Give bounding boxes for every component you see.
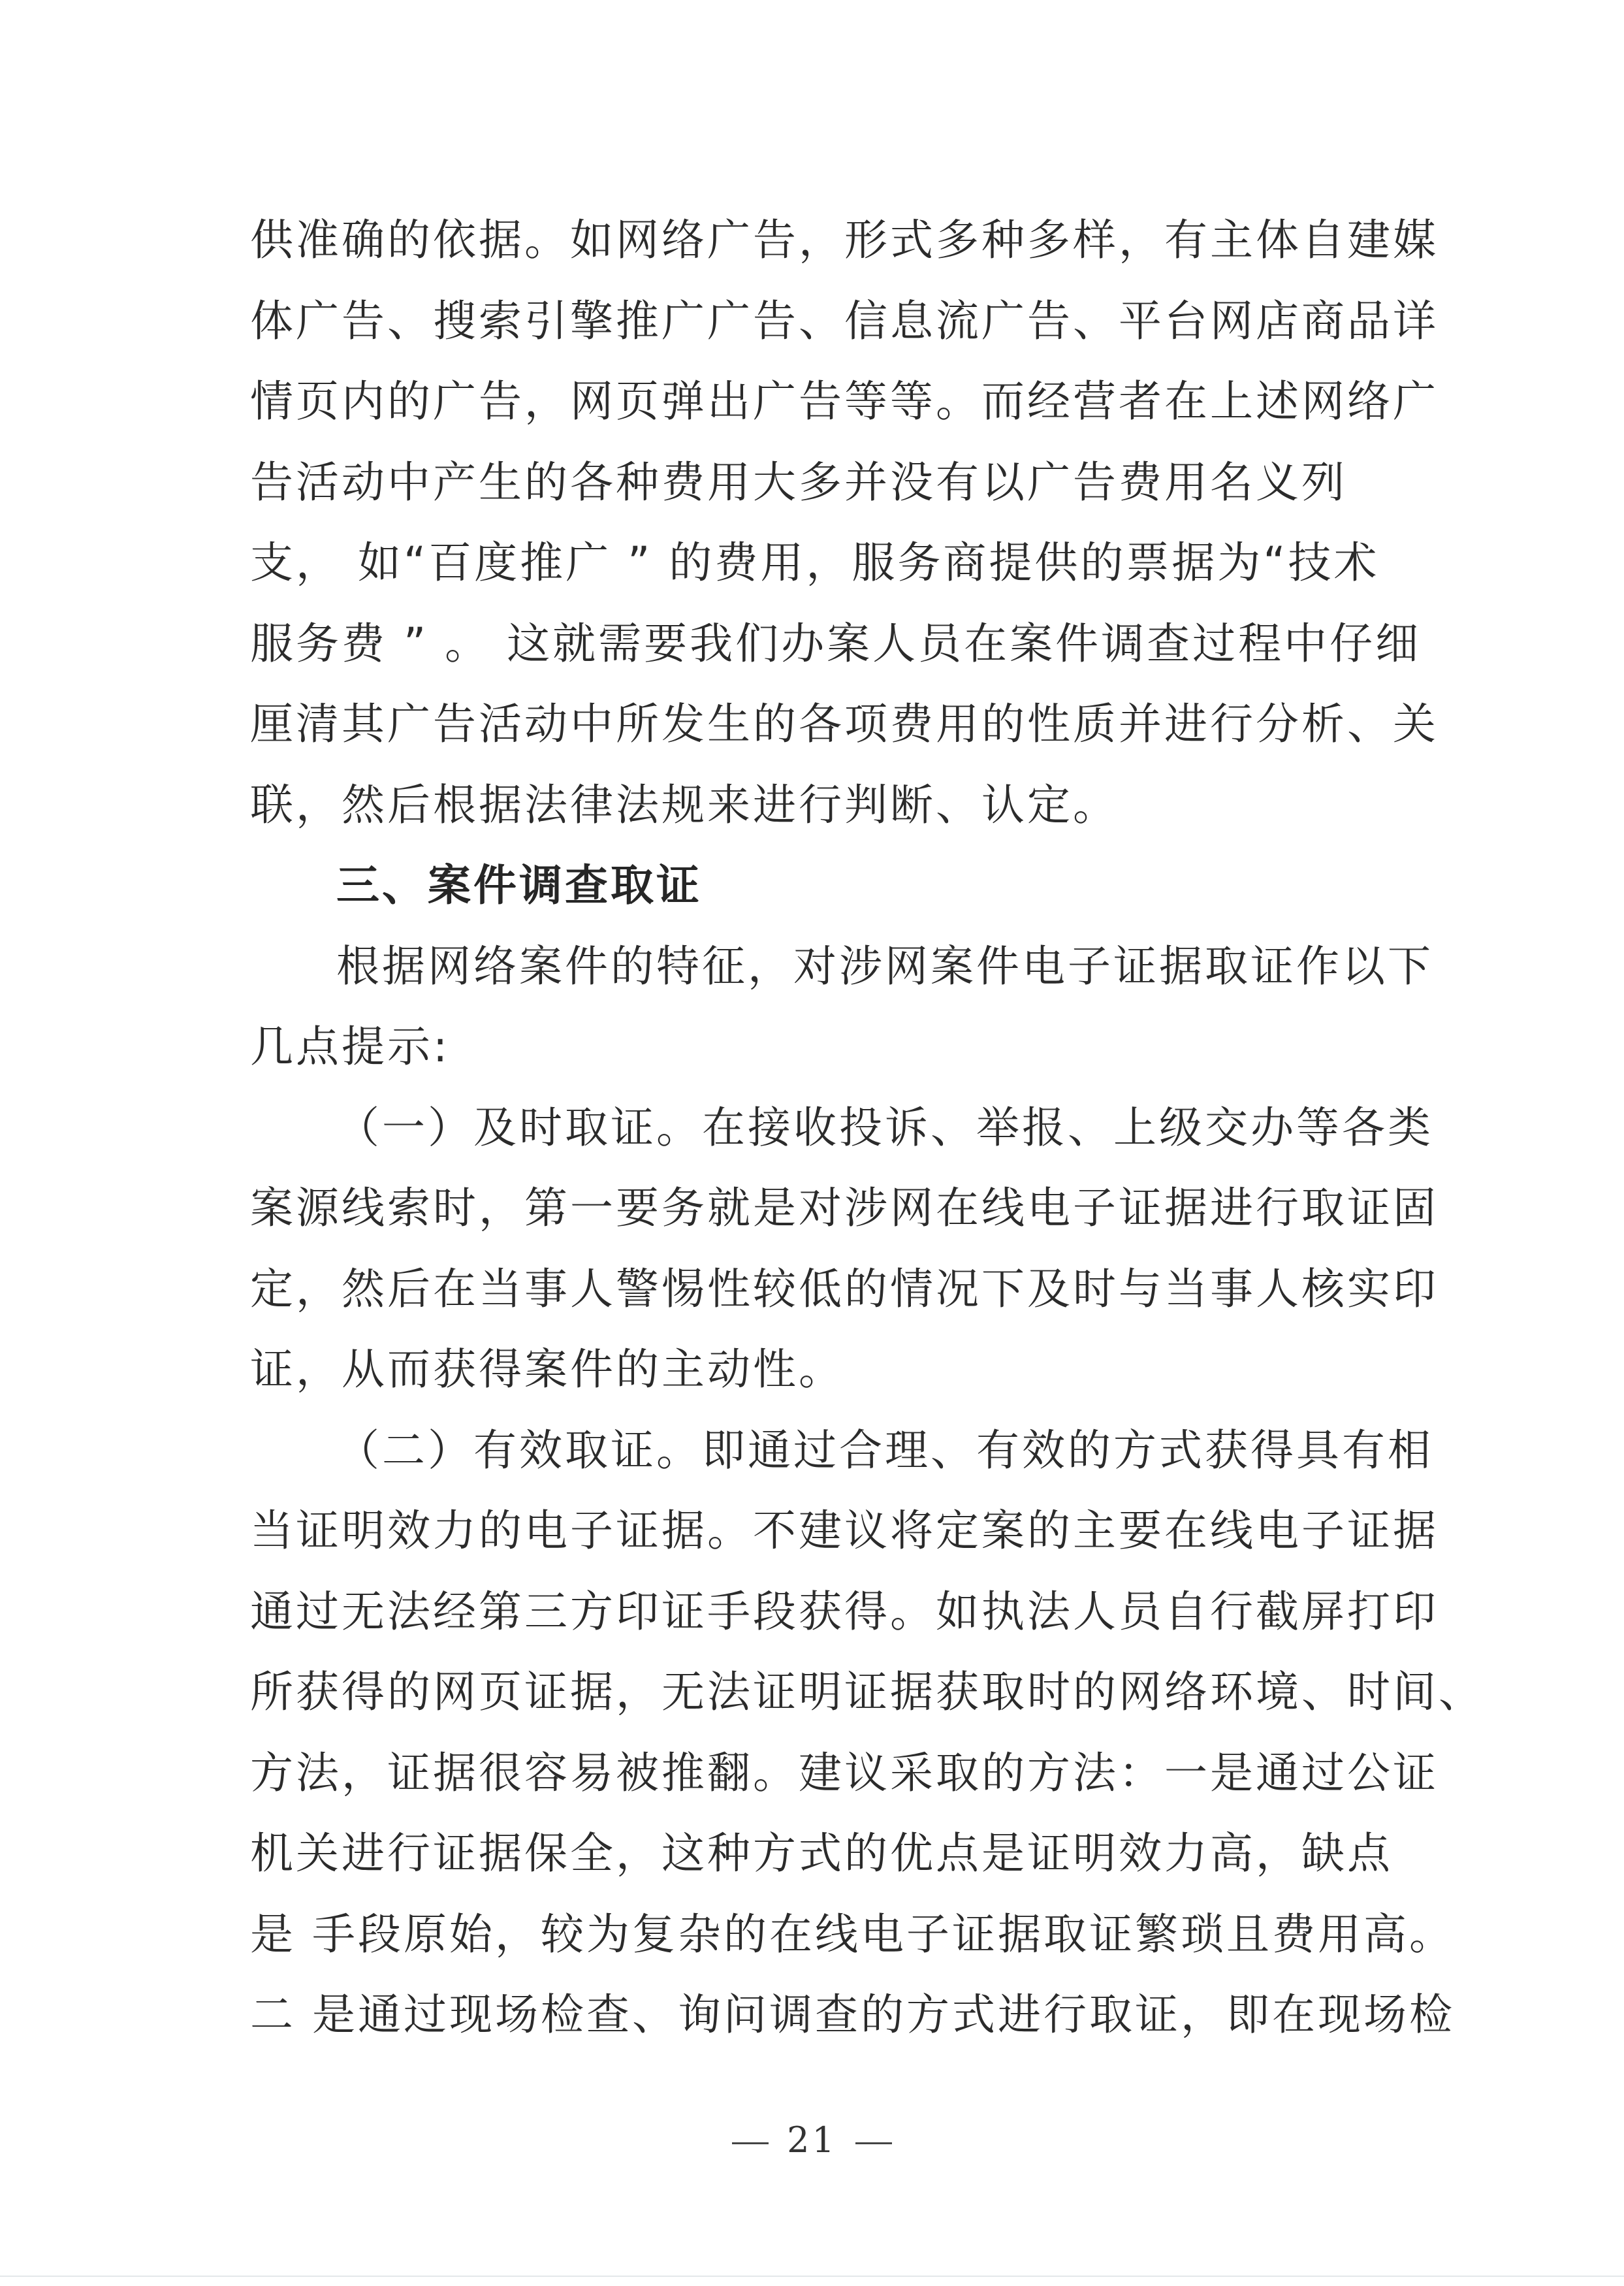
section-heading: 三、案件调查取证 — [336, 860, 702, 910]
paragraph-line: 二 是通过现场检查、询问调查的方式进行取证，即在现场检 — [250, 1989, 1455, 2040]
paragraph-line: （二）有效取证。即通过合理、有效的方式获得具有相 — [336, 1425, 1433, 1475]
paragraph-line: 定，然后在当事人警惕性较低的情况下及时与当事人核实印 — [250, 1263, 1439, 1314]
paragraph-line: 几点提示: — [250, 1022, 451, 1072]
body-text — [250, 208, 1484, 2063]
paragraph-line: 机关进行证据保全，这种方式的优点是证明效力高，缺点 — [250, 1828, 1393, 1878]
paragraph-line: 根据网络案件的特征，对涉网案件电子证据取证作以下 — [336, 941, 1433, 991]
page-edge-divider — [0, 2276, 1624, 2277]
paragraph-line: 告活动中产生的各种费用大多并没有以广告费用名义列 — [250, 457, 1347, 507]
paragraph-line: 案源线索时，第一要务就是对涉网在线电子证据进行取证固 — [250, 1183, 1439, 1233]
paragraph-line: 体广告、搜索引擎推广广告、信息流广告、平台网店商品详 — [250, 295, 1439, 346]
paragraph-line: 支， 如“百度推广 ” 的费用，服务商提供的票据为“技术 — [250, 538, 1380, 588]
paragraph-line: 所获得的网页证据，无法证明证据获取时的网络环境、时间、 — [250, 1667, 1484, 1717]
paragraph-line: 情页内的广告，网页弹出广告等等。而经营者在上述网络广 — [250, 376, 1439, 427]
paragraph-line: 是 手段原始，较为复杂的在线电子证据取证繁琐且费用高。 — [250, 1908, 1455, 1959]
page-number-value: 21 — [787, 2119, 837, 2161]
page-number — [0, 2119, 1624, 2161]
dash-left — [732, 2142, 769, 2144]
dash-right — [855, 2142, 892, 2144]
paragraph-line: 证，从而获得案件的主动性。 — [250, 1344, 844, 1394]
paragraph-line: 方法，证据很容易被推翻。建议采取的方法：一是通过公证 — [250, 1747, 1439, 1798]
paragraph-line: 服务费 ” 。 这就需要我们办案人员在案件调查过程中仔细 — [250, 618, 1422, 669]
paragraph-line: 厘清其广告活动中所发生的各项费用的性质并进行分析、关 — [250, 699, 1439, 749]
paragraph-line: （一）及时取证。在接收投诉、举报、上级交办等各类 — [336, 1102, 1433, 1153]
paragraph-line: 供准确的依据。如网络广告，形式多种多样，有主体自建媒 — [250, 215, 1439, 265]
paragraph-line: 当证明效力的电子证据。不建议将定案的主要在线电子证据 — [250, 1505, 1439, 1556]
paragraph-line: 联，然后根据法律法规来进行判断、认定。 — [250, 779, 1119, 830]
paragraph-line: 通过无法经第三方印证手段获得。如执法人员自行截屏打印 — [250, 1586, 1439, 1637]
